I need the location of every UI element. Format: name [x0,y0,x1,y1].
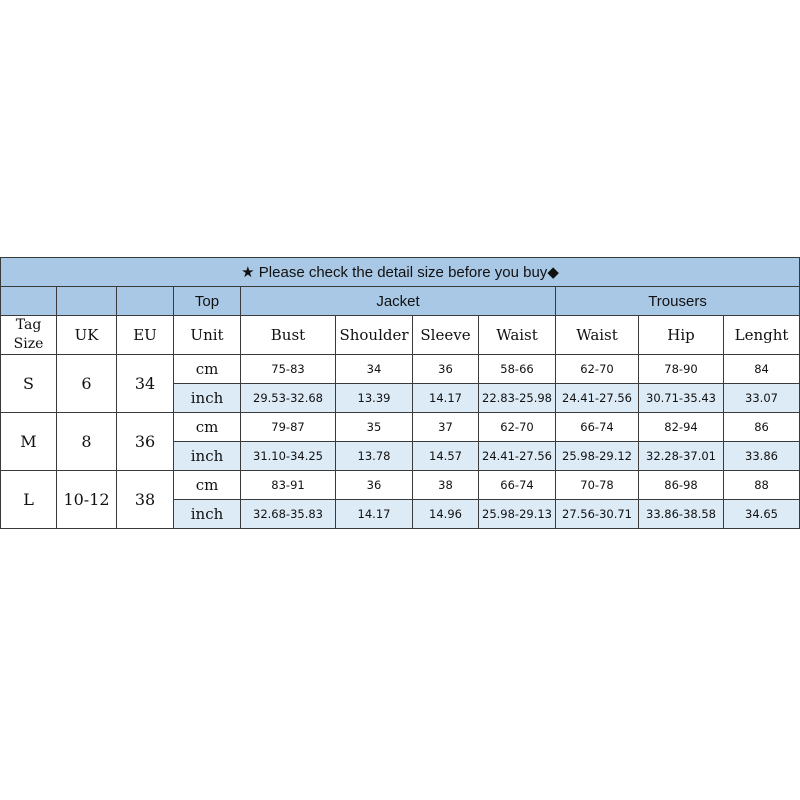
header-sleeve: Sleeve [413,316,479,355]
length-value-cell: 34.65 [724,500,800,529]
unit-cell: cm [174,413,241,442]
unit-cell: inch [174,500,241,529]
banner-text: Please check the detail size before you buy [258,264,548,281]
header-tag-label: Tag [15,317,42,333]
shoulder-value-cell: 13.78 [336,442,413,471]
banner-cell [1,258,800,287]
table-row [1,413,800,442]
trouser-waist-value-cell: 70-78 [556,471,639,500]
empty-group-cell [117,287,174,316]
size-uk-cell: 8 [57,413,117,471]
size-rows [1,355,800,529]
empty-group-cell [57,287,117,316]
shoulder-value-cell: 34 [336,355,413,384]
bust-value-cell: 83-91 [241,471,336,500]
size-uk-cell: 10-12 [57,471,117,529]
length-value-cell: 33.86 [724,442,800,471]
header-uk: UK [57,316,117,355]
group-trousers: Trousers [556,287,800,316]
table-row [1,355,800,384]
jacket-waist-value-cell: 58-66 [479,355,556,384]
diamond-icon: ◆ [547,263,559,281]
jacket-waist-value-cell: 62-70 [479,413,556,442]
header-size-label: Size [13,336,44,352]
header-length: Lenght [724,316,800,355]
size-chart-table [0,257,800,529]
group-top: Top [174,287,241,316]
bust-value-cell: 31.10-34.25 [241,442,336,471]
shoulder-value-cell: 14.17 [336,500,413,529]
hip-value-cell: 32.28-37.01 [639,442,724,471]
empty-group-cell [1,287,57,316]
trouser-waist-value-cell: 24.41-27.56 [556,384,639,413]
size-tag-cell: S [1,355,57,413]
size-eu-cell: 36 [117,413,174,471]
shoulder-value-cell: 13.39 [336,384,413,413]
sleeve-value-cell: 36 [413,355,479,384]
jacket-waist-value-cell: 25.98-29.13 [479,500,556,529]
size-tag-cell: L [1,471,57,529]
length-value-cell: 33.07 [724,384,800,413]
hip-value-cell: 33.86-38.58 [639,500,724,529]
unit-cell: inch [174,384,241,413]
sleeve-value-cell: 37 [413,413,479,442]
header-jacket-waist: Waist [479,316,556,355]
jacket-waist-value-cell: 24.41-27.56 [479,442,556,471]
header-eu: EU [117,316,174,355]
hip-value-cell: 86-98 [639,471,724,500]
hip-value-cell: 30.71-35.43 [639,384,724,413]
size-eu-cell: 34 [117,355,174,413]
header-tag-size [1,316,57,355]
trouser-waist-value-cell: 62-70 [556,355,639,384]
trouser-waist-value-cell: 25.98-29.12 [556,442,639,471]
bust-value-cell: 32.68-35.83 [241,500,336,529]
hip-value-cell: 78-90 [639,355,724,384]
bust-value-cell: 75-83 [241,355,336,384]
star-icon: ★ [241,263,255,281]
table-row [1,471,800,500]
unit-cell: cm [174,355,241,384]
bust-value-cell: 29.53-32.68 [241,384,336,413]
sleeve-value-cell: 38 [413,471,479,500]
unit-cell: inch [174,442,241,471]
length-value-cell: 88 [724,471,800,500]
header-unit: Unit [174,316,241,355]
header-bust: Bust [241,316,336,355]
shoulder-value-cell: 36 [336,471,413,500]
sleeve-value-cell: 14.96 [413,500,479,529]
group-jacket: Jacket [241,287,556,316]
trouser-waist-value-cell: 27.56-30.71 [556,500,639,529]
sleeve-value-cell: 14.17 [413,384,479,413]
header-shoulder: Shoulder [336,316,413,355]
unit-cell: cm [174,471,241,500]
bust-value-cell: 79-87 [241,413,336,442]
size-uk-cell: 6 [57,355,117,413]
header-trouser-waist: Waist [556,316,639,355]
hip-value-cell: 82-94 [639,413,724,442]
shoulder-value-cell: 35 [336,413,413,442]
length-value-cell: 84 [724,355,800,384]
sleeve-value-cell: 14.57 [413,442,479,471]
trouser-waist-value-cell: 66-74 [556,413,639,442]
banner-row [1,258,800,287]
column-header-row [1,316,800,355]
size-tag-cell: M [1,413,57,471]
size-eu-cell: 38 [117,471,174,529]
group-header-row [1,287,800,316]
jacket-waist-value-cell: 22.83-25.98 [479,384,556,413]
length-value-cell: 86 [724,413,800,442]
header-hip: Hip [639,316,724,355]
jacket-waist-value-cell: 66-74 [479,471,556,500]
